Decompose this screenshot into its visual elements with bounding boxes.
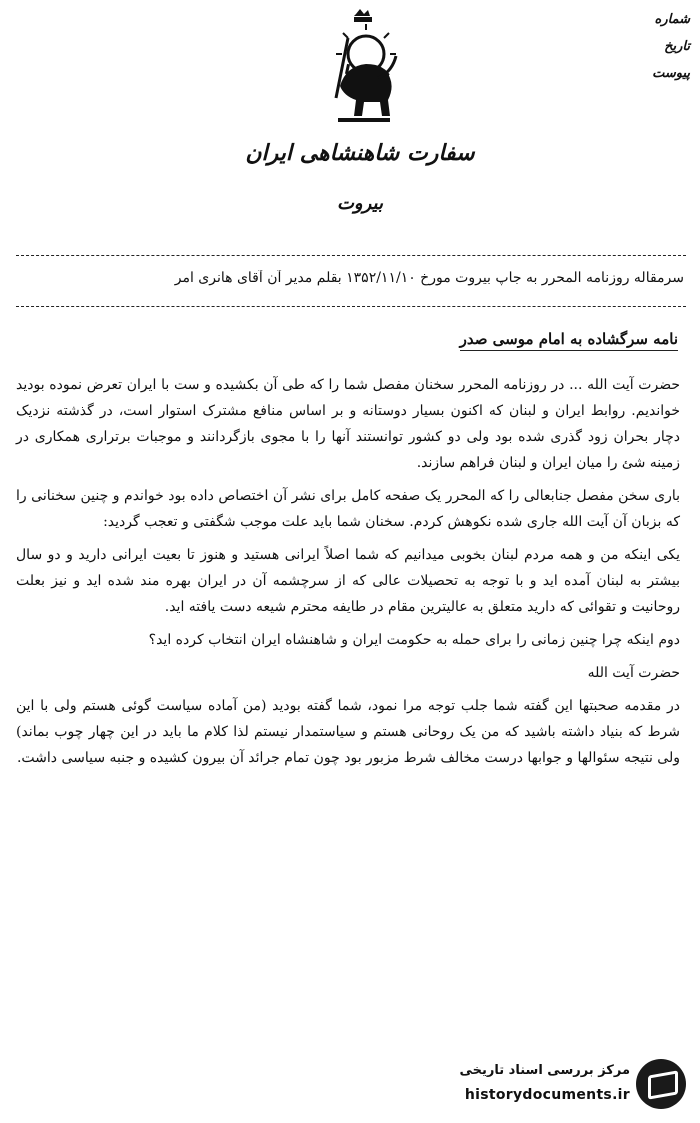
meta-labels: [640, 12, 690, 93]
header-line: سرمقاله روزنامه المحرر به جاپ بیروت مورخ ۱۳۵۲/۱۱/۱۰ بقلم مدیر آن آقای هانری امر: [174, 270, 684, 286]
letter-subject: نامه سرگشاده به امام موسی صدر: [460, 330, 678, 351]
paragraph: حضرت آیت الله ... در روزنامه المحرر سخنان مفصل شما را که طی آن بکشیده و ست با ایران تعرض نموده بودید خواندیم. روابط ایران و لبنان که اکنون بسیار دوستانه و بر اساس منافع مشترک استوار است، در گذشته نزدیک دچار بحران زود گذری شده بود ولی دو کشور توانستند آنها را با مجوی بازگردانند و موجبات برتراری همکاری در زمینه شئ را میان ایران و لبنان فراهم سازند.: [16, 377, 680, 471]
meta-number-label: شماره: [654, 12, 690, 27]
paragraph: دوم اینکه چرا چنین زمانی را برای حمله به حکومت ایران و شاهنشاه ایران انتخاب کرده اید؟: [148, 632, 680, 648]
divider: [16, 255, 686, 256]
city-name: بیروت: [336, 193, 383, 214]
divider: [16, 306, 686, 307]
site-watermark: [440, 1057, 690, 1115]
watermark-org-name: مرکز بررسی اسناد تاریخی: [459, 1063, 630, 1078]
paragraph: باری سخن مفصل جنابعالی را که المحرر یک صفحه کامل برای نشر آن اختصاص داده بود خواندم و چنین سخنانی را که بزبان آن آیت الله جاری شده نکوهش کردم. سخنان شما باید علت موجب شگفتی و تعجب گردید:: [16, 488, 680, 530]
embassy-title: سفارت شاهنشاهی ایران: [245, 140, 475, 166]
meta-date-label: تاریخ: [664, 39, 690, 54]
paragraph: در مقدمه صحبتها این گفته شما جلب توجه مرا نمود، شما گفته بودید (من آماده سیاست گوئی هستم ولی با این شرط که بنیاد داشته باشید که من یک روحانی هستم و سیاستمدار نیستم لذا کلام ما باید در این چهار چوب بماند) ولی نتیجه سئوالها و جوابها درست مخالف شرط مزبور بود چون تمام جرائد آن بیرون کشیده و جنبه سیاسی داشت.: [16, 698, 680, 766]
paragraph: حضرت آیت الله: [587, 665, 680, 681]
paragraph: یکی اینکه من و همه مردم لبنان بخوبی میدانیم که شما اصلاً ایرانی هستید و هنوز تا بعیت ایرانی دارید و دو سال بیشتر به لبنان آمده اید و با توجه به تحصیلات عالی که از سرچشمه آن در ایران بهره مند شده اید و نیز بعلت روحانیت و تقوائی که دارید متعلق به عالیترین مقام در طایفه محترم شیعه دست یافته اید.: [16, 547, 680, 615]
letter-body: [16, 372, 680, 778]
archive-logo-icon: [636, 1059, 686, 1109]
watermark-url: historydocuments.ir: [464, 1087, 630, 1103]
meta-attachment-label: پیوست: [652, 66, 690, 81]
lion-and-sun-emblem-icon: [318, 8, 408, 128]
